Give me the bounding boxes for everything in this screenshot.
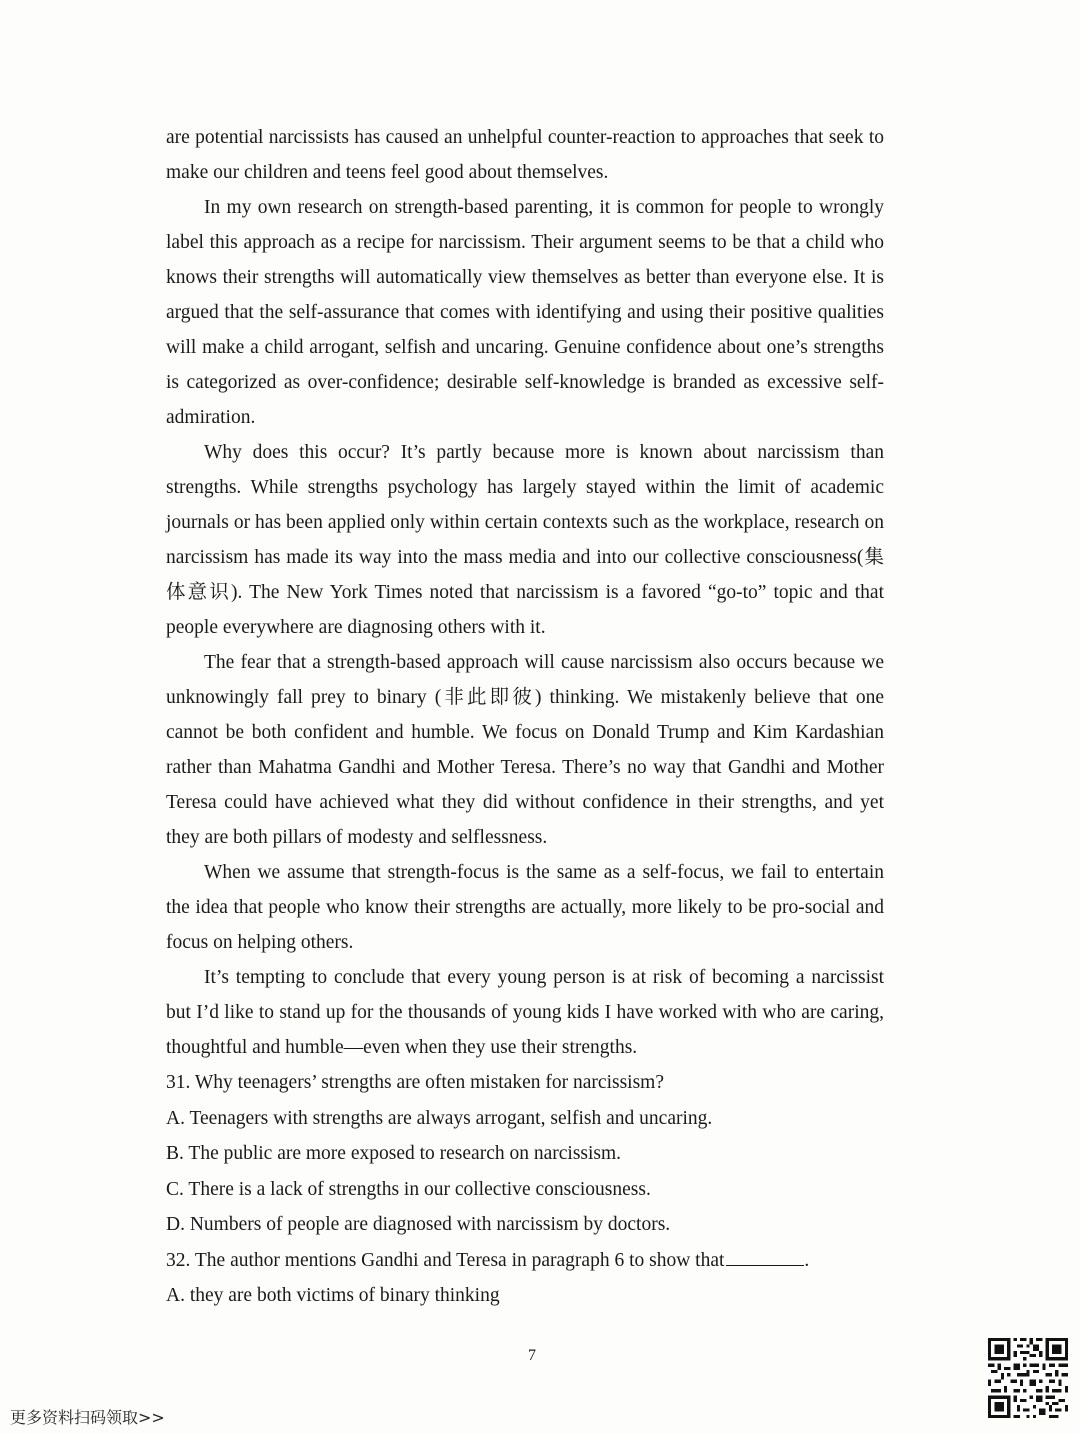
question-31-stem: 31. Why teenagers’ strengths are often mistaken for narcissism? [166,1072,664,1093]
passage-paragraph-continued: are potential narcissists has caused an unhelpful counter-reaction to approaches that seek to make our children and teens feel good about themselves. [166,127,884,183]
question-31-option-d: D. Numbers of people are diagnosed with narcissism by doctors. [166,1214,671,1235]
question-32-stem-end: . [804,1249,810,1271]
passage-paragraph: The fear that a strength-based approach will cause narcissism also occurs because we unknowingly fall prey to binary (非此即彼) thinking. We mistakenly believe that one cannot be both confident and humble. We focus on Donald Trump and Kim Kardashian rather than Mahatma Gandhi and Mother Teresa. There’s no way that Gandhi and Mother Teresa could have achieved what they did without confidence in their strengths, and yet they are both pillars of modesty and selflessness. [166,652,884,848]
question-31-option-a: A. Teenagers with strengths are always arrogant, selfish and uncaring. [166,1107,713,1129]
promo-text: 更多资料扫码领取>> [10,1408,165,1427]
passage-paragraph: In my own research on strength-based parenting, it is common for people to wrongly label this approach as a recipe for narcissism. Their argument seems to be that a child who knows their strengths will automatically view themselves as better than everyone else. It is argued that the self-assurance that comes with identifying and using their positive qualities will make a child arrogant, selfish and uncaring. Genuine confidence about one’s strengths is categorized as over-confidence; desirable self-knowledge is branded as excessive self-admiration. [166,197,884,428]
qr-code-icon[interactable] [988,1338,1068,1418]
passage-paragraph: When we assume that strength-focus is the same as a self-focus, we fail to entertain the idea that people who know their strengths are actually, more likely to be pro-social and focus on helping others. [166,862,884,953]
question-32-option-a: A. they are both victims of binary thinking [166,1285,500,1306]
passage-paragraph: Why does this occur? It’s partly because more is known about narcissism than strengths. While strengths psychology has largely stayed within the limit of academic journals or has been applied only within certain contexts such as the workplace, research on narcissism has made its way into the mass media and into our collective consciousness(集体意识). The New York Times noted that narcissism is a favored “go-to” topic and that people everywhere are diagnosing others with it. [166,442,884,638]
question-32-stem: 32. The author mentions Gandhi and Teresa in paragraph 6 to show that [166,1249,725,1271]
question-31-option-c: C. There is a lack of strengths in our collective consciousness. [166,1178,651,1200]
question-32 [166,1243,884,1279]
question-31-option-b: B. The public are more exposed to research on narcissism. [166,1143,622,1164]
reading-passage [166,120,884,1314]
page-number: 7 [528,1347,536,1364]
passage-paragraph: It’s tempting to conclude that every young person is at risk of becoming a narcissist but I’d like to stand up for the thousands of young kids I have worked with who are caring, thoughtful and humble—even when they use their strengths. [166,967,884,1058]
answer-blank [726,1247,804,1266]
